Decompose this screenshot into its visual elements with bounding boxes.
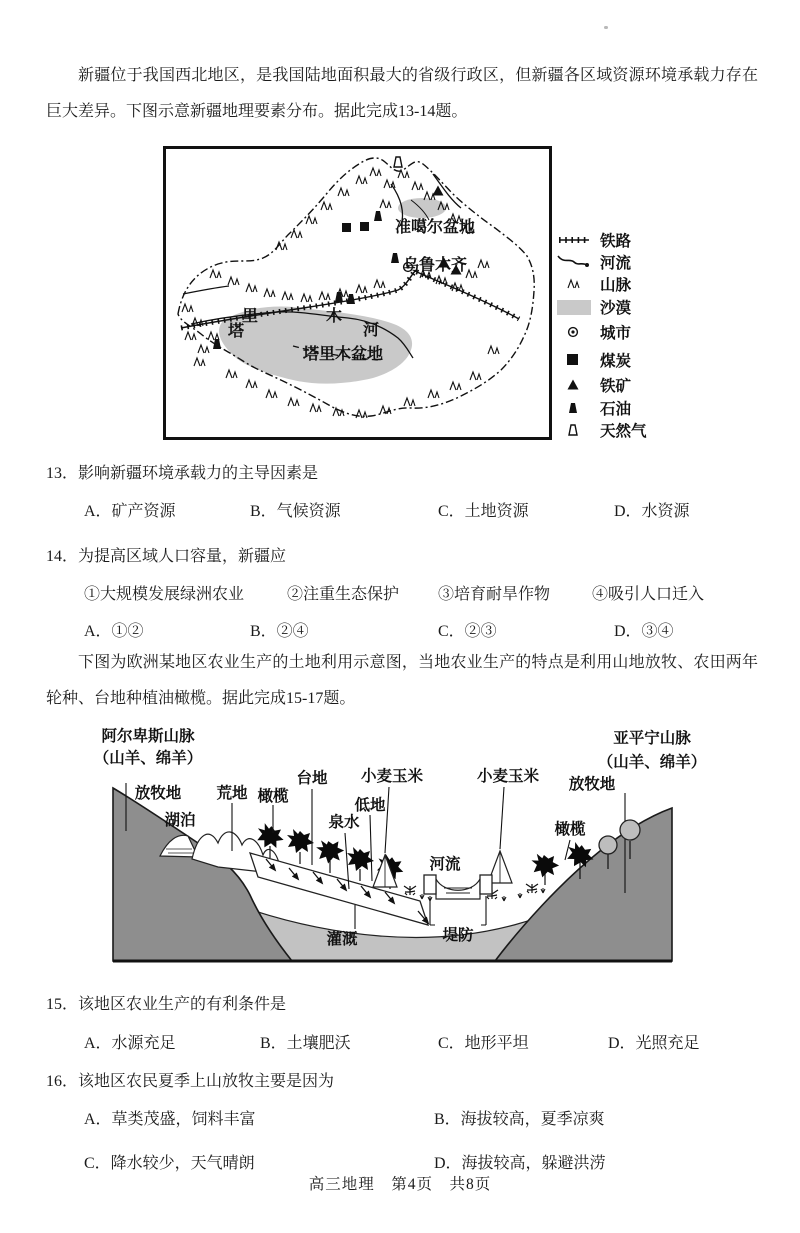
q16-number: 16．: [46, 1073, 79, 1090]
irrigation-label: 灌溉: [326, 931, 358, 948]
terrace-band: [250, 853, 428, 925]
question-15: [46, 991, 286, 1014]
river-channel: [424, 875, 492, 899]
legend-desert-symbol: [557, 300, 591, 315]
urumqi-label: 乌鲁木齐: [403, 257, 468, 274]
q15-number: 15．: [46, 996, 79, 1013]
q16-option-b: B．海拔较高，夏季凉爽: [434, 1111, 605, 1128]
legend-label-city: 城市: [600, 325, 632, 342]
legend-label-oil: 石油: [600, 401, 632, 418]
lowland-label: 低地: [354, 797, 386, 814]
river-label: 河流: [429, 856, 461, 873]
legend-mountain-symbol: [568, 280, 579, 288]
legend-label-desert: 沙漠: [600, 300, 632, 317]
tableland-label: 台地: [296, 770, 328, 787]
grazing-left-label: 放牧地: [134, 785, 182, 802]
q15-option-b: B．土壤肥沃: [260, 1035, 351, 1052]
map-frame: [165, 148, 551, 439]
question-14: [46, 543, 286, 566]
map-legend: [557, 231, 647, 440]
q13-option-a: A．矿产资源: [84, 503, 176, 520]
legend-label-coal: 煤炭: [600, 353, 632, 370]
q14-option-d: D．③④: [614, 623, 674, 640]
q13-stem: 影响新疆环境承载力的主导因素是: [78, 465, 319, 482]
alps-label: 阿尔卑斯山脉: [101, 728, 195, 745]
river-char-li: 里: [241, 308, 259, 325]
q15-option-c: C．地形平坦: [438, 1035, 529, 1052]
q14-option-b: B．②④: [250, 623, 309, 640]
question-16: [46, 1068, 334, 1091]
terrain-cross-section-figure: [80, 713, 720, 979]
spring-label: 泉水: [328, 814, 360, 831]
intro-paragraph-xinjiang: 新疆位于我国西北地区，是我国陆地面积最大的省级行政区，但新疆各区域资源环境承载力存在巨大差异。下图示意新疆地理要素分布。据此完成13-14题。: [46, 67, 758, 120]
question-13: [46, 460, 318, 483]
q14-item-3: ③培育耐旱作物: [438, 586, 551, 603]
q16-option-c: C．降水较少，天气晴朗: [84, 1155, 255, 1172]
legend-label-iron: 铁矿: [600, 378, 632, 395]
q16-option-a: A．草类茂盛，饲料丰富: [84, 1111, 256, 1128]
intro-paragraph-europe: 下图为欧洲某地区农业生产的土地利用示意图，当地农业生产的特点是利用山地放牧、农田两年轮种、台地种植油橄榄。据此完成15-17题。: [46, 654, 758, 707]
q13-option-c: C．土地资源: [438, 503, 529, 520]
q15-option-d: D．光照充足: [608, 1035, 700, 1052]
legend-city-symbol: [569, 328, 578, 337]
legend-label-river: 河流: [600, 255, 632, 272]
q15-stem: 该地区农业生产的有利条件是: [78, 996, 287, 1013]
q13-number: 13．: [46, 465, 79, 482]
legend-label-mountain: 山脉: [600, 277, 632, 294]
q16-option-d: D．海拔较高，躲避洪涝: [434, 1155, 606, 1172]
q15-option-a: A．水源充足: [84, 1035, 176, 1052]
legend-gas-symbol: [569, 425, 577, 435]
levee-label: 堤防: [442, 927, 474, 944]
q14-option-a: A．①②: [84, 623, 144, 640]
q16-stem: 该地区农民夏季上山放牧主要是因为: [78, 1073, 335, 1090]
legend-river-symbol: [558, 256, 589, 267]
legend-oil-symbol: [569, 403, 577, 413]
wasteland-label: 荒地: [216, 785, 248, 802]
apennine-sheep-label: （山羊、绵羊）: [597, 754, 707, 771]
q14-option-c: C．②③: [438, 623, 497, 640]
legend-label-gas: 天然气: [600, 423, 647, 440]
river-char-ta: 塔: [227, 323, 245, 340]
wheat-right-label: 小麦玉米: [476, 768, 540, 785]
q13-option-b: B．气候资源: [250, 503, 341, 520]
olive-left-label: 橄榄: [257, 788, 289, 805]
scan-artifact-dot: [604, 26, 608, 29]
lake-label: 湖泊: [164, 812, 196, 829]
q13-option-d: D．水资源: [614, 503, 690, 520]
levee-bracket: [430, 896, 486, 925]
terrain-svg: [80, 713, 720, 979]
q14-item-4: ④吸引人口迁入: [592, 586, 705, 603]
legend-coal-symbol: [567, 354, 578, 365]
legend-iron-symbol: [568, 380, 579, 390]
q14-number: 14．: [46, 548, 79, 565]
tarim-basin-label: 塔里木盆地: [303, 346, 384, 363]
river-char-he: 河: [362, 322, 380, 339]
apennine-label: 亚平宁山脉: [613, 730, 691, 747]
xinjiang-map-svg: [163, 146, 703, 442]
legend-labels: [599, 231, 647, 440]
q14-item-2: ②注重生态保护: [287, 586, 400, 603]
page-footer: 高三地理 第4页 共8页: [308, 1176, 492, 1193]
legend-label-railway: 铁路: [600, 233, 632, 250]
junggar-basin-label: 准噶尔盆地: [395, 219, 476, 236]
q14-item-1: ①大规模发展绿洲农业: [84, 586, 245, 603]
grazing-right-label: 放牧地: [568, 776, 616, 793]
xinjiang-map-figure: [163, 146, 703, 442]
olive-right-label: 橄榄: [554, 821, 586, 838]
q14-stem: 为提高区域人口容量，新疆应: [78, 548, 287, 565]
river-char-mu: 木: [325, 308, 343, 325]
wheat-left-label: 小麦玉米: [360, 768, 424, 785]
alps-sheep-label: （山羊、绵羊）: [93, 750, 203, 767]
